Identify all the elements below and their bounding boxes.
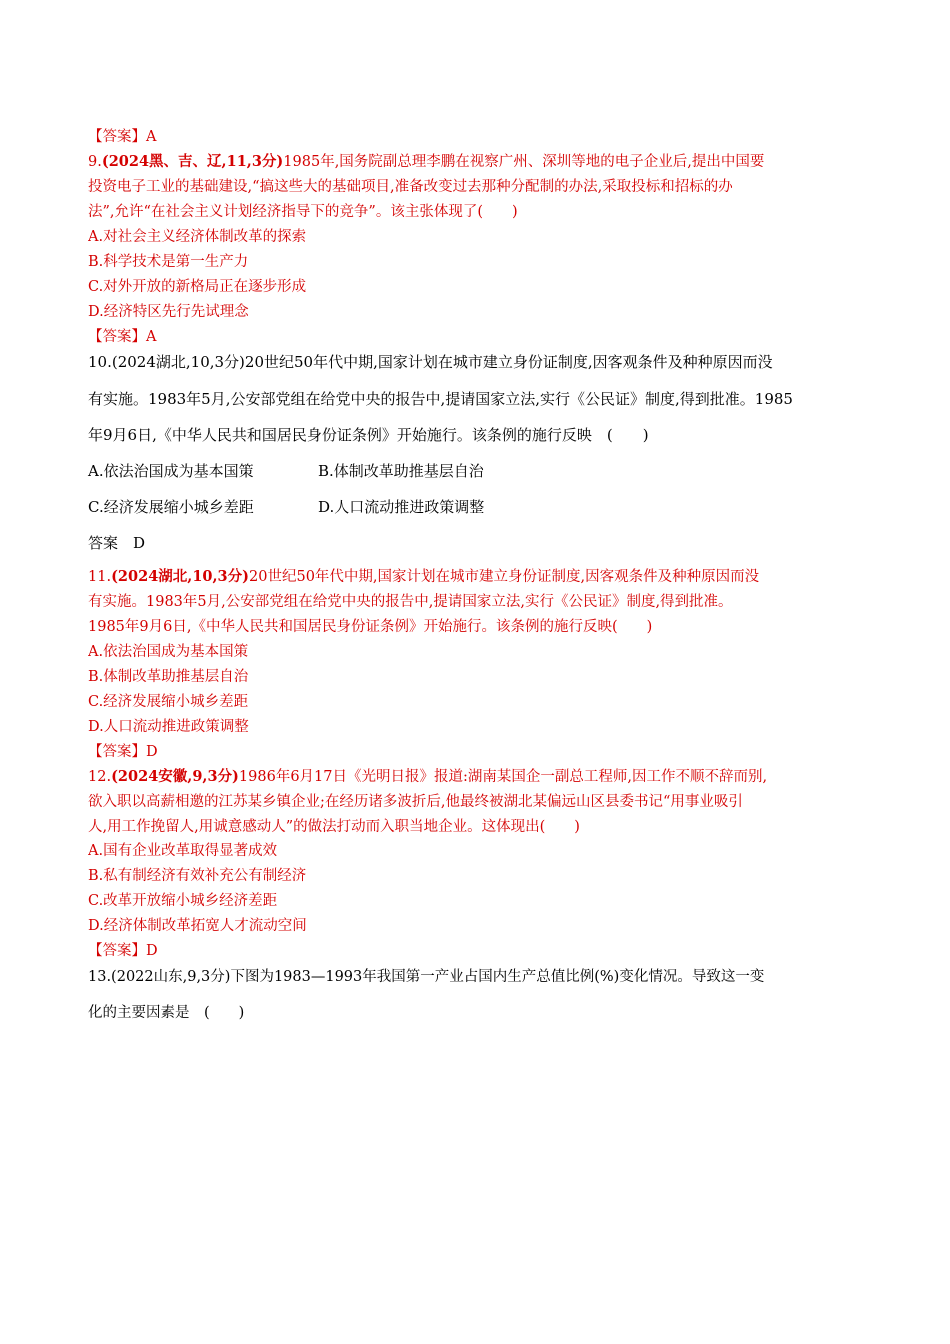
q12-option-c: C.改革开放缩小城乡经济差距 — [88, 893, 278, 909]
q9-stem-line-2: 投资电子工业的基础建设,“搞这些大的基础项目,准备改变过去那种分配制的办法,采取投标和招标的办 — [88, 179, 733, 195]
q12-option-a: A.国有企业改革取得显著成效 — [88, 843, 278, 859]
q9-number: 9. — [88, 154, 102, 170]
q9-option-d: D.经济特区先行先试理念 — [88, 304, 249, 320]
q9-stem-text-1: 1985年,国务院副总理李鹏在视察广州、深圳等地的电子企业后,提出中国要 — [283, 154, 765, 170]
q10-option-d: D.人口流动推进政策调整 — [318, 498, 485, 516]
q9-option-b: B.科学技术是第一生产力 — [88, 254, 249, 270]
q11-source: (2024湖北,10,3分) — [111, 568, 250, 585]
q11-option-c: C.经济发展缩小城乡差距 — [88, 694, 249, 710]
q10-stem-line-2: 有实施。1983年5月,公安部党组在给党中央的报告中,提请国家立法,实行《公民证》制度,得到批准。1985 — [88, 390, 793, 408]
q11-option-a: A.依法治国成为基本国策 — [88, 644, 249, 660]
q12-option-b: B.私有制经济有效补充公有制经济 — [88, 868, 307, 884]
q11-option-b: B.体制改革助推基层自治 — [88, 669, 249, 685]
q8-answer: 【答案】A — [88, 129, 157, 145]
q10-stem-line-1: 10.(2024湖北,10,3分)20世纪50年代中期,国家计划在城市建立身份证制度,因客观条件及种种原因而没 — [88, 353, 773, 371]
q9-stem-line-1 — [88, 151, 868, 173]
q11-option-d: D.人口流动推进政策调整 — [88, 719, 249, 735]
q11-stem-line-1 — [88, 566, 868, 588]
q11-stem-text-1: 20世纪50年代中期,国家计划在城市建立身份证制度,因客观条件及种种原因而没 — [249, 569, 760, 585]
q11-answer: 【答案】D — [88, 744, 158, 760]
q13-stem-line-1: 13.(2022山东,9,3分)下图为1983—1993年我国第一产业占国内生产总值比例(%)变化情况。导致这一变 — [88, 969, 765, 985]
q12-stem-line-3: 人,用工作挽留人,用诚意感动人”的做法打动而入职当地企业。这体现出( ) — [88, 819, 580, 835]
q9-option-c: C.对外开放的新格局正在逐步形成 — [88, 279, 307, 295]
q11-stem-line-3: 1985年9月6日,《中华人民共和国居民身份证条例》开始施行。该条例的施行反映( ) — [88, 619, 653, 635]
q12-stem-line-2: 欲入职以高薪相邀的江苏某乡镇企业;在经历诸多波折后,他最终被湖北某偏远山区县委书记“用事业吸引 — [88, 794, 743, 810]
q10-stem-line-3: 年9月6日,《中华人民共和国居民身份证条例》开始施行。该条例的施行反映 ( ) — [88, 426, 649, 444]
q12-number: 12. — [88, 769, 112, 785]
q9-answer: 【答案】A — [88, 329, 157, 345]
q11-number: 11. — [88, 569, 112, 585]
q12-option-d: D.经济体制改革拓宽人才流动空间 — [88, 918, 307, 934]
q10-answer: 答案 D — [88, 534, 146, 552]
q9-stem-line-3: 法”,允许“在社会主义计划经济指导下的竞争”。该主张体现了( ) — [88, 204, 518, 220]
q9-option-a: A.对社会主义经济体制改革的探索 — [88, 229, 307, 245]
q10-option-b: B.体制改革助推基层自治 — [318, 462, 484, 480]
q12-answer: 【答案】D — [88, 943, 158, 959]
q12-stem-line-1 — [88, 766, 868, 788]
q12-source: (2024安徽,9,3分) — [111, 768, 239, 785]
q11-stem-line-2: 有实施。1983年5月,公安部党组在给党中央的报告中,提请国家立法,实行《公民证》制度,得到批准。 — [88, 594, 733, 610]
q9-source: (2024黑、吉、辽,11,3分) — [101, 153, 284, 170]
q10-option-c: C.经济发展缩小城乡差距 — [88, 498, 254, 516]
q13-stem-line-2: 化的主要因素是 ( ) — [88, 1005, 245, 1021]
q12-stem-text-1: 1986年6月17日《光明日报》报道:湖南某国企一副总工程师,因工作不顺不辞而别, — [238, 769, 768, 785]
q10-option-a: A.依法治国成为基本国策 — [88, 462, 254, 480]
